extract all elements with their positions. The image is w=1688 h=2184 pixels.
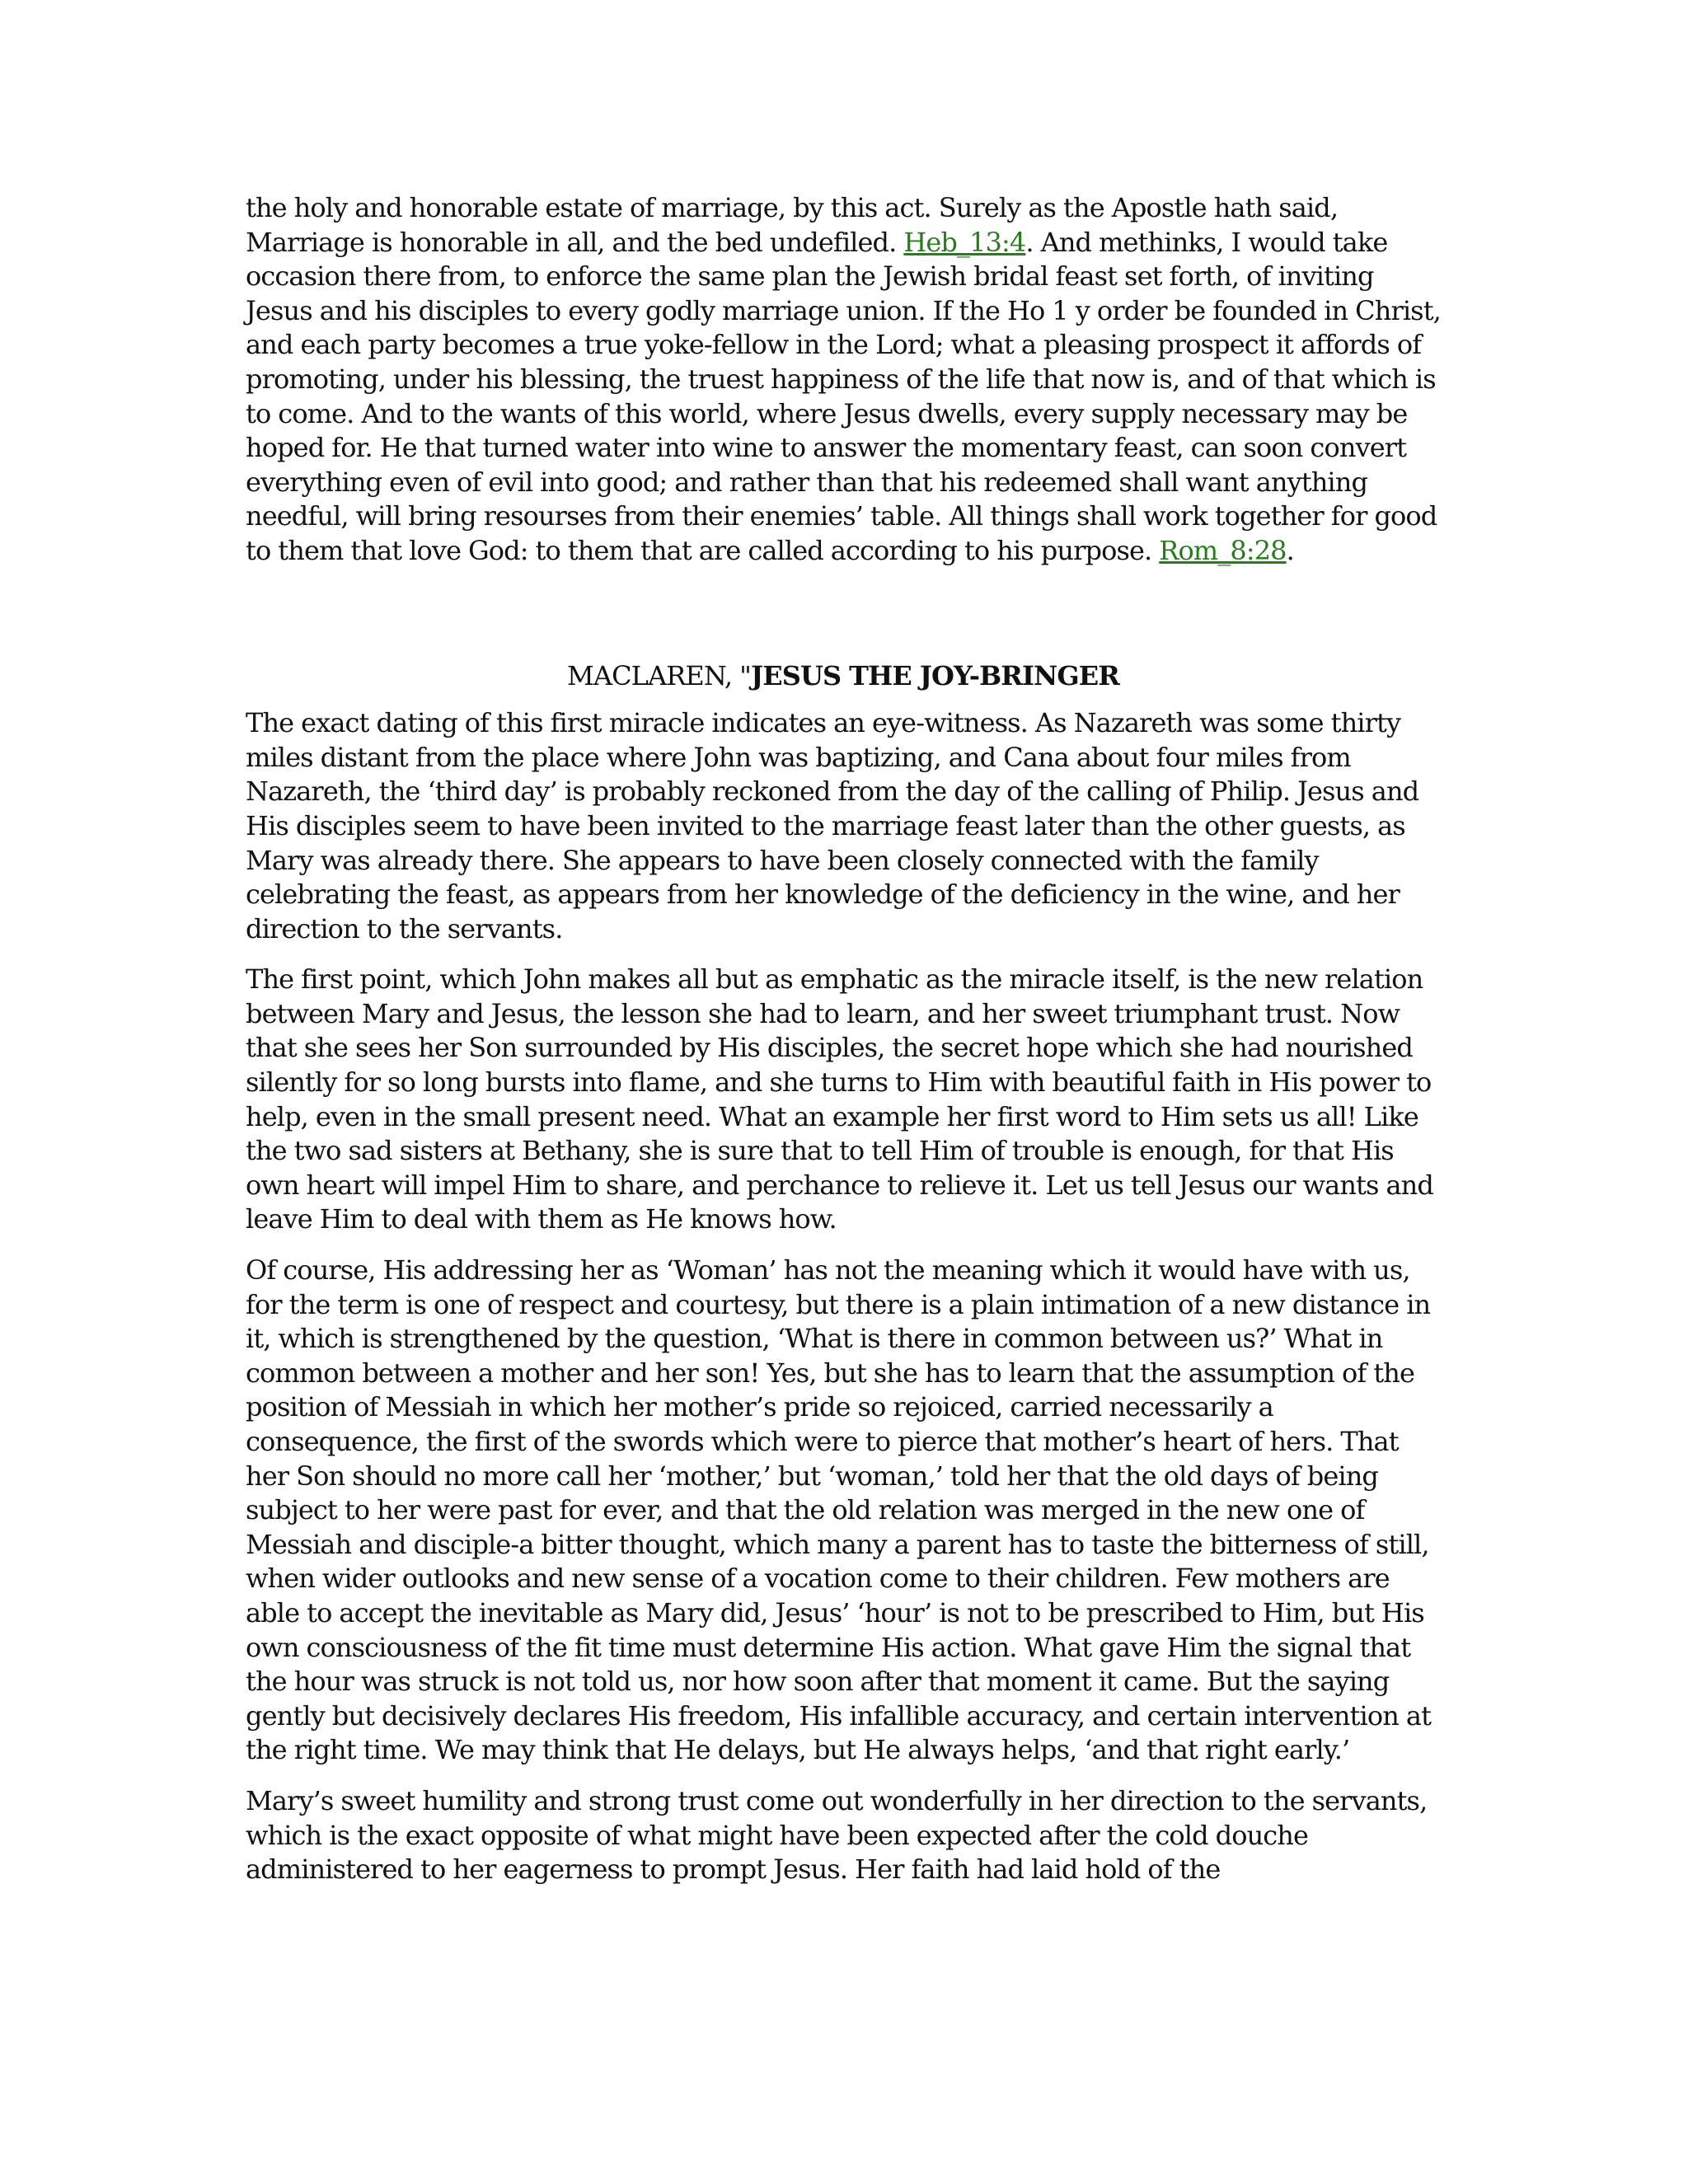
intro-paragraph <box>246 191 1441 569</box>
intro-text-a: the holy and honorable estate of marriage, by this act. Surely as the Apostle hath said, Marriage is honorable in all, and the bed undefiled. <box>246 192 1339 258</box>
body-paragraph: The exact dating of this first miracle indicates an eye-witness. As Nazareth was some thirty miles distant from the place where John was baptizing, and Cana about four miles from Nazareth, the ‘third day’ is probably reckoned from the day of the calling of Philip. Jesus and His disciples seem to have been invited to the marriage feast later than the other guests, as Mary was already there. She appears to have been closely connected with the family celebrating the feast, as appears from her knowledge of the deficiency in the wine, and her direction to the servants. <box>246 707 1419 944</box>
body-paragraph: Of course, His addressing her as ‘Woman’ has not the meaning which it would have with us, for the term is one of respect and courtesy, but there is a plain intimation of a new distance in it, which is strengthened by the question, ‘What is there in common between us?’ What in common between a mother and her son! Yes, but she has to learn that the assumption of the position of Messiah in which her mother’s pride so rejoiced, carried necessarily a consequence, the first of the swords which were to pierce that mother’s heart of hers. That her Son should no more call her ‘mother,’ but ‘woman,’ told her that the old days of being subject to her were past for ever, and that the old relation was merged in the new one of Messiah and disciple-a bitter thought, which many a parent has to taste the bitterness of still, when wider outlooks and new sense of a vocation come to their children. Few mothers are able to accept the inevitable as Mary did, Jesus’ ‘hour’ is not to be prescribed to Him, but His own consciousness of the fit time must determine His action. What gave Him the signal that the hour was struck is not told us, nor how soon after that moment it came. But the saying gently but decisively declares His freedom, His infallible accuracy, and certain intervention at the right time. We may think that He delays, but He always helps, ‘and that right early.’ <box>246 1254 1432 1766</box>
scripture-link-rom-8-28[interactable]: Rom_8:28 <box>1159 534 1287 566</box>
scripture-link-heb-13-4[interactable]: Heb_13:4 <box>903 226 1026 258</box>
heading-prefix: MACLAREN, " <box>567 659 751 691</box>
heading-title: JESUS THE JOY-BRINGER <box>751 659 1119 691</box>
document-page <box>246 191 1441 1887</box>
intro-text-c: . <box>1286 534 1294 566</box>
intro-text-b: . And methinks, I would take occasion there from, to enforce the same plan the Jewish bridal feast set forth, of inviting Jesus and his disciples to every godly marriage union. If the Ho 1 y order be founded in Christ, and each party becomes a true yoke-fellow in the Lord; what a pleasing prospect it affords of promoting, under his blessing, the truest happiness of the life that now is, and of that which is to come. And to the wants of this world, where Jesus dwells, every supply necessary may be hoped for. He that turned water into wine to answer the momentary feast, can soon convert everything even of evil into good; and rather than that his redeemed shall want anything needful, will bring resourses from their enemies’ table. All things shall work together for good to them that love God: to them that are called according to his purpose. <box>246 226 1441 566</box>
body-paragraph: The first point, which John makes all but as emphatic as the miracle itself, is the new relation between Mary and Jesus, the lesson she had to learn, and her sweet triumphant trust. Now that she sees her Son surrounded by His disciples, the secret hope which she had nourished silently for so long bursts into flame, and she turns to Him with beautiful faith in His power to help, even in the small present need. What an example her first word to Him sets us all! Like the two sad sisters at Bethany, she is sure that to tell Him of trouble is enough, for that His own heart will impel Him to share, and perchance to relieve it. Let us tell Jesus our wants and leave Him to deal with them as He knows how. <box>246 963 1433 1235</box>
body-paragraph: Mary’s sweet humility and strong trust come out wonderfully in her direction to the servants, which is the exact opposite of what might have been expected after the cold douche administered to her eagerness to prompt Jesus. Her faith had laid hold of the <box>246 1784 1428 1886</box>
section-heading <box>246 659 1441 694</box>
